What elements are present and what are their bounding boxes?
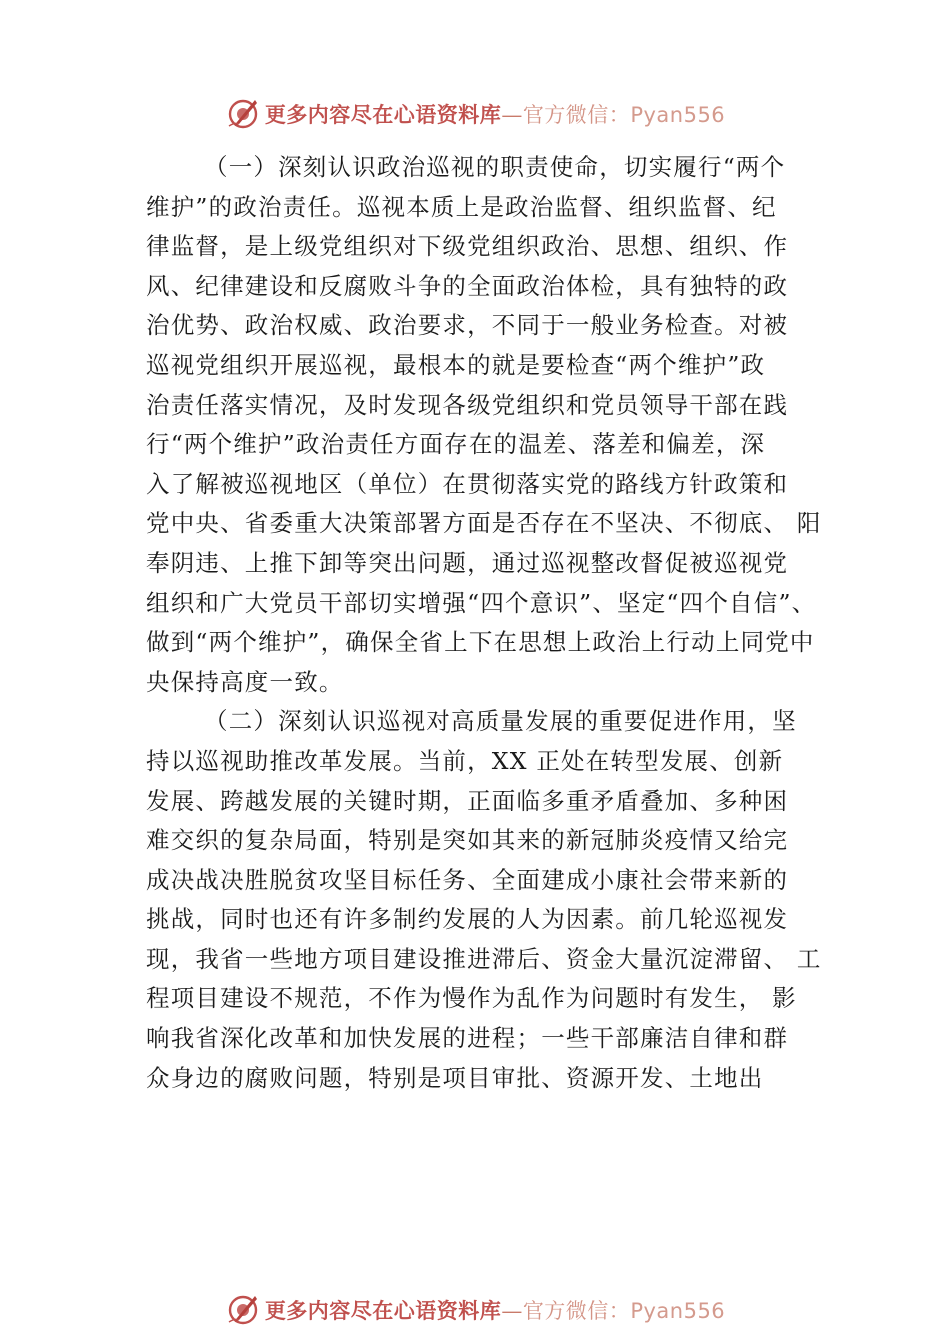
text-line: 奉阴违、上推下卸等突出问题，通过巡视整改督促被巡视党 xyxy=(146,548,789,577)
text-line: 众身边的腐败问题，特别是项目审批、资源开发、土地出 xyxy=(146,1063,764,1092)
watermark-handle: Pyan556 xyxy=(630,1299,726,1323)
text-line: 律监督，是上级党组织对下级党组织政治、思想、组织、作 xyxy=(146,232,789,261)
text-line: 做到“两个维护”，确保全省上下在思想上政治上行动上同党中 xyxy=(146,628,815,657)
text-line: 入了解被巡视地区（单位）在贯彻落实党的路线方针政策和 xyxy=(146,469,789,498)
text-line: 风、纪律建设和反腐败斗争的全面政治体检，具有独特的政 xyxy=(146,271,789,300)
text-line: 维护”的政治责任。巡视本质上是政治监督、组织监督、纪 xyxy=(146,192,777,221)
text-line: 程项目建设不规范，不作为慢作为乱作为问题时有发生， 影 xyxy=(146,984,797,1013)
text-line: 治责任落实情况，及时发现各级党组织和党员领导干部在践 xyxy=(146,390,789,419)
watermark-brand: 更多内容尽在心语资料库 xyxy=(264,1298,502,1323)
text-line: 挑战，同时也还有许多制约发展的人为因素。前几轮巡视发 xyxy=(146,905,789,934)
watermark-dash: — xyxy=(501,1299,523,1323)
quill-logo-icon xyxy=(225,1292,261,1328)
paragraph-2 xyxy=(146,702,836,1098)
watermark-wechat-label: 官方微信： xyxy=(522,1299,631,1323)
watermark-dash: — xyxy=(501,103,523,127)
text-line: 现，我省一些地方项目建设推进滞后、资金大量沉淀滞留、 工 xyxy=(146,944,822,973)
document-body xyxy=(146,148,836,1098)
watermark-handle: Pyan556 xyxy=(630,103,726,127)
paragraph-1 xyxy=(146,148,836,702)
watermark-wechat-label: 官方微信： xyxy=(522,103,631,127)
quill-logo-icon xyxy=(225,96,261,132)
header-watermark xyxy=(0,94,950,134)
text-line: 发展、跨越发展的关键时期，正面临多重矛盾叠加、多种困 xyxy=(146,786,789,815)
text-line: 央保持高度一致。 xyxy=(146,667,344,696)
footer-watermark xyxy=(0,1290,950,1330)
text-line: 治优势、政治权威、政治要求，不同于一般业务检查。对被 xyxy=(146,311,789,340)
text-line: 难交织的复杂局面，特别是突如其来的新冠肺炎疫情又给完 xyxy=(146,826,789,855)
text-line: 行“两个维护”政治责任方面存在的温差、落差和偏差，深 xyxy=(146,430,766,459)
text-line: 持以巡视助推改革发展。当前，XX 正处在转型发展、创新 xyxy=(146,746,784,775)
text-line: （一）深刻认识政治巡视的职责使命，切实履行“两个 xyxy=(204,153,786,181)
text-line: 巡视党组织开展巡视，最根本的就是要检查“两个维护”政 xyxy=(146,350,766,379)
text-line: 组织和广大党员干部切实增强“四个意识”、坚定“四个自信”、 xyxy=(146,588,817,617)
watermark-brand: 更多内容尽在心语资料库 xyxy=(264,102,502,127)
text-line: 党中央、省委重大决策部署方面是否存在不坚决、不彻底、 阳 xyxy=(146,509,822,538)
text-line: 响我省深化改革和加快发展的进程；一些干部廉洁自律和群 xyxy=(146,1024,789,1053)
text-line: 成决战决胜脱贫攻坚目标任务、全面建成小康社会带来新的 xyxy=(146,865,789,894)
text-line: （二）深刻认识巡视对高质量发展的重要促进作用，坚 xyxy=(204,707,797,736)
